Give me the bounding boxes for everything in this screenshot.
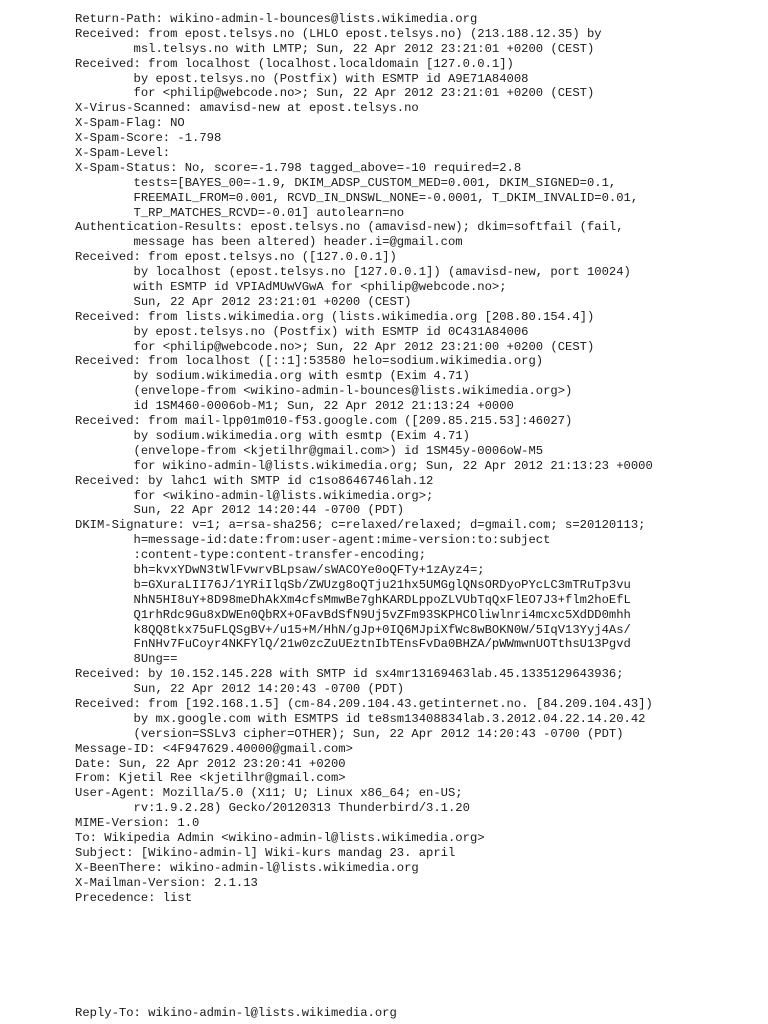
header-line: for <philip@webcode.no>; Sun, 22 Apr 2012 23:21:01 +0200 (CEST) xyxy=(75,86,595,101)
header-line: h=message-id:date:from:user-agent:mime-version:to:subject xyxy=(75,533,551,548)
header-line: Q1rhRdc9Gu8xDWEn0QbRX+OFavBdSfN9Uj5vZFm93SKPHCOliwlnri4mcxc5XdDD0mhh xyxy=(75,607,631,622)
header-line: tests=[BAYES_00=-1.9, DKIM_ADSP_CUSTOM_MED=0.001, DKIM_SIGNED=0.1, xyxy=(75,175,617,190)
header-line: (envelope-from <kjetilhr@gmail.com>) id 1SM45y-0006oW-M5 xyxy=(75,443,544,458)
header-line: by sodium.wikimedia.org with esmtp (Exim 4.71) xyxy=(75,428,470,443)
header-line: Received: from [192.168.1.5] (cm-84.209.104.43.getinternet.no. [84.209.104.43]) xyxy=(75,696,653,711)
header-line: :content-type:content-transfer-encoding; xyxy=(75,548,427,563)
header-line: rv:1.9.2.28) Gecko/20120313 Thunderbird/3.1.20 xyxy=(75,801,470,816)
header-line: message has been altered) header.i=@gmail.com xyxy=(75,235,463,250)
header-line: (envelope-from <wikino-admin-l-bounces@lists.wikimedia.org>) xyxy=(75,384,573,399)
header-line: Sun, 22 Apr 2012 14:20:44 -0700 (PDT) xyxy=(75,503,405,518)
header-line: Sun, 22 Apr 2012 14:20:43 -0700 (PDT) xyxy=(75,682,405,697)
header-line: Authentication-Results: epost.telsys.no (amavisd-new); dkim=softfail (fail, xyxy=(75,220,624,235)
header-line: X-Spam-Score: -1.798 xyxy=(75,131,222,146)
header-line: Received: from mail-lpp01m010-f53.google.com ([209.85.215.53]:46027) xyxy=(75,414,573,429)
header-line: bh=kvxYDwN3tWlFvwrvBLpsaw/sWACOYe0oQFTy+1zAyz4=; xyxy=(75,562,485,577)
header-line: b=GXuraLII76J/1YRiIlqSb/ZWUzg8oQTju21hx5UMGglQNsORDyoPYcLC3mTRuTp3vu xyxy=(75,577,631,592)
header-line: Return-Path: wikino-admin-l-bounces@lists.wikimedia.org xyxy=(75,12,478,26)
header-line: for <wikino-admin-l@lists.wikimedia.org>; xyxy=(75,488,434,503)
header-line: by mx.google.com with ESMTPS id te8sm13408834lab.3.2012.04.22.14.20.42 xyxy=(75,711,646,726)
header-line: Received: by 10.152.145.228 with SMTP id sx4mr13169463lab.45.1335129643936; xyxy=(75,667,624,682)
header-line: Received: from epost.telsys.no ([127.0.0.1]) xyxy=(75,250,397,265)
header-line: FREEMAIL_FROM=0.001, RCVD_IN_DNSWL_NONE=-0.0001, T_DKIM_INVALID=0.01, xyxy=(75,190,639,205)
header-line: Reply-To: wikino-admin-l@lists.wikimedia.org xyxy=(75,1006,397,1020)
header-line: Precedence: list xyxy=(75,890,193,905)
header-line: Received: from lists.wikimedia.org (lists.wikimedia.org [208.80.154.4]) xyxy=(75,309,595,324)
header-line: for <philip@webcode.no>; Sun, 22 Apr 2012 23:21:00 +0200 (CEST) xyxy=(75,339,595,354)
header-line: with ESMTP id VPIAdMUwVGwA for <philip@webcode.no>; xyxy=(75,280,507,295)
header-line: by epost.telsys.no (Postfix) with ESMTP id 0C431A84006 xyxy=(75,324,529,339)
header-line: NhN5HI8uY+8D98meDhAkXm4cfsMmwBe7ghKARDLppoZLVUbTqQxFlEO7J3+flm2hoEfL xyxy=(75,592,631,607)
header-line: 8Ung== xyxy=(75,652,178,667)
header-line: To: Wikipedia Admin <wikino-admin-l@lists.wikimedia.org> xyxy=(75,830,485,845)
header-line: Message-ID: <4F947629.40000@gmail.com> xyxy=(75,741,353,756)
header-line: msl.telsys.no with LMTP; Sun, 22 Apr 2012 23:21:01 +0200 (CEST) xyxy=(75,41,595,56)
header-line: X-Virus-Scanned: amavisd-new at epost.telsys.no xyxy=(75,101,419,116)
header-line: T_RP_MATCHES_RCVD=-0.01] autolearn=no xyxy=(75,205,405,220)
header-line: by sodium.wikimedia.org with esmtp (Exim 4.71) xyxy=(75,369,470,384)
header-line: by localhost (epost.telsys.no [127.0.0.1]) (amavisd-new, port 10024) xyxy=(75,265,631,280)
header-line: FnNHv7FuCoyr4NKFYlQ/21w0zcZuUEztnIbTEnsFvDa0BHZA/pWWmwnUOTthsU13Pgvd xyxy=(75,637,631,652)
header-line: Sun, 22 Apr 2012 23:21:01 +0200 (CEST) xyxy=(75,294,412,309)
header-line: DKIM-Signature: v=1; a=rsa-sha256; c=relaxed/relaxed; d=gmail.com; s=20120113; xyxy=(75,518,646,533)
email-header-block xyxy=(75,12,755,905)
header-line: Date: Sun, 22 Apr 2012 23:20:41 +0200 xyxy=(75,756,346,771)
header-line: k8QQ8tkx75uFLQSgBV+/u15+M/HhN/gJp+0IQ6MJpiXfWc8wBOKN0W/5IqV13Yyj4As/ xyxy=(75,622,631,637)
reply-to-line xyxy=(75,1006,755,1021)
header-line: X-Spam-Status: No, score=-1.798 tagged_above=-10 required=2.8 xyxy=(75,160,522,175)
header-line: X-Spam-Flag: NO xyxy=(75,116,185,131)
header-line: X-Mailman-Version: 2.1.13 xyxy=(75,875,258,890)
header-line: Received: from localhost ([::1]:53580 helo=sodium.wikimedia.org) xyxy=(75,354,544,369)
header-line: id 1SM460-0006ob-M1; Sun, 22 Apr 2012 21:13:24 +0000 xyxy=(75,399,514,414)
header-line: From: Kjetil Ree <kjetilhr@gmail.com> xyxy=(75,771,346,786)
header-line: X-Spam-Level: xyxy=(75,146,171,161)
header-line: Received: from localhost (localhost.localdomain [127.0.0.1]) xyxy=(75,56,514,71)
header-line: Received: by lahc1 with SMTP id c1so8646746lah.12 xyxy=(75,473,434,488)
header-line: (version=SSLv3 cipher=OTHER); Sun, 22 Apr 2012 14:20:43 -0700 (PDT) xyxy=(75,726,624,741)
header-line: MIME-Version: 1.0 xyxy=(75,816,200,831)
header-line: User-Agent: Mozilla/5.0 (X11; U; Linux x86_64; en-US; xyxy=(75,786,463,801)
header-line: for wikino-admin-l@lists.wikimedia.org; Sun, 22 Apr 2012 21:13:23 +0000 xyxy=(75,458,653,473)
header-line: Received: from epost.telsys.no (LHLO epost.telsys.no) (213.188.12.35) by xyxy=(75,26,602,41)
header-line: Subject: [Wikino-admin-l] Wiki-kurs mandag 23. april xyxy=(75,845,456,860)
header-line: by epost.telsys.no (Postfix) with ESMTP id A9E71A84008 xyxy=(75,71,529,86)
header-line: X-BeenThere: wikino-admin-l@lists.wikimedia.org xyxy=(75,860,419,875)
